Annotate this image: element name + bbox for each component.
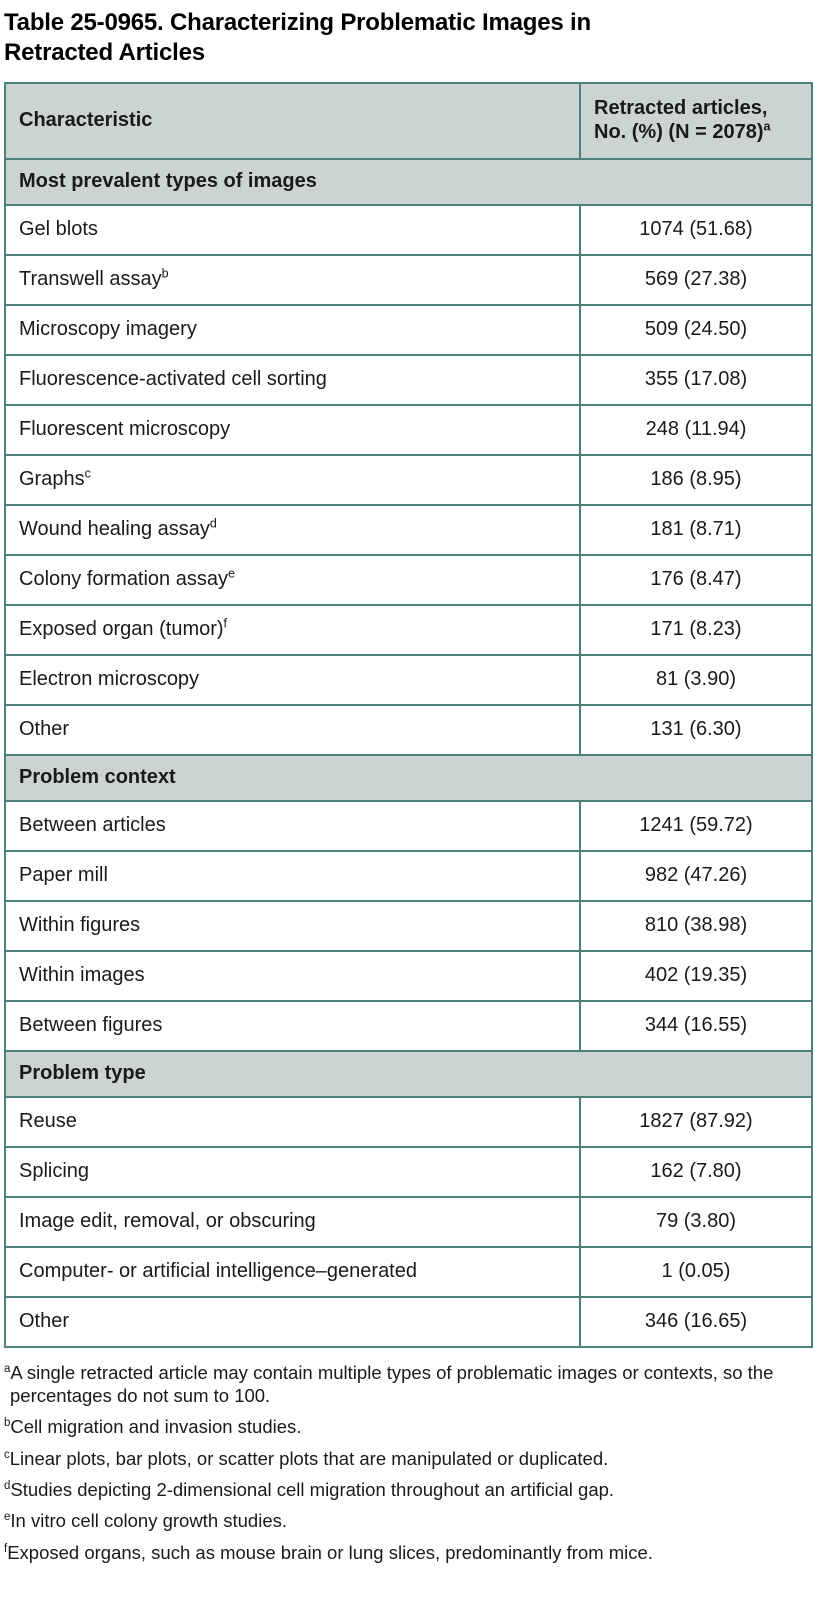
table-row xyxy=(5,305,812,355)
row-label: Colony formation assay$^e$ xyxy=(5,555,580,605)
table-row xyxy=(5,255,812,305)
column-header-line1: Retracted articles, xyxy=(594,96,768,119)
footnote-c: $^c$Linear plots, bar plots, or scatter plots that are manipulated or duplicated. xyxy=(4,1447,609,1469)
footnote-marker-a: a xyxy=(763,119,771,134)
row-label: Reuse xyxy=(5,1097,580,1147)
footnote-marker-f: f xyxy=(223,616,228,631)
row-label: Gel blots xyxy=(5,205,580,255)
footnotes xyxy=(4,1361,811,1564)
footnote-marker-d: d xyxy=(209,516,217,531)
row-value: 1827 (87.92) xyxy=(580,1097,812,1147)
row-value: 346 (16.65) xyxy=(580,1297,812,1347)
section-header-row xyxy=(5,1051,812,1097)
row-label: Within figures xyxy=(5,901,580,951)
row-value: 81 (3.90) xyxy=(580,655,812,705)
footnote-b: $^b$Cell migration and invasion studies. xyxy=(4,1416,302,1438)
table-row xyxy=(5,901,812,951)
footnote-a: $^a$A single retracted article may contain multiple types of problematic images or contexts, so the percentages do not sum to 100. xyxy=(4,1361,774,1407)
table-row xyxy=(5,951,812,1001)
table-row xyxy=(5,455,812,505)
table-row xyxy=(5,555,812,605)
table-row xyxy=(5,801,812,851)
row-label: Electron microscopy xyxy=(5,655,580,705)
section-header-row xyxy=(5,159,812,205)
footnote-letter-a: a xyxy=(4,1362,11,1375)
row-value: 1074 (51.68) xyxy=(580,205,812,255)
row-value: 176 (8.47) xyxy=(580,555,812,605)
row-label: Paper mill xyxy=(5,851,580,901)
row-label: Splicing xyxy=(5,1147,580,1197)
table-row xyxy=(5,1147,812,1197)
row-value: 1241 (59.72) xyxy=(580,801,812,851)
column-header-characteristic: Characteristic xyxy=(5,83,580,159)
footnote-marker-e: e xyxy=(227,566,235,581)
row-value: 344 (16.55) xyxy=(580,1001,812,1051)
footnote-f: $^f$Exposed organs, such as mouse brain or lung slices, predominantly from mice. xyxy=(4,1541,653,1563)
row-label: Fluorescence-activated cell sorting xyxy=(5,355,580,405)
row-value: 248 (11.94) xyxy=(580,405,812,455)
table-row xyxy=(5,1247,812,1297)
table-row xyxy=(5,1001,812,1051)
row-label: Within images xyxy=(5,951,580,1001)
row-label: Between figures xyxy=(5,1001,580,1051)
row-value: 181 (8.71) xyxy=(580,505,812,555)
table-row xyxy=(5,505,812,555)
row-value: 1 (0.05) xyxy=(580,1247,812,1297)
row-label: Microscopy imagery xyxy=(5,305,580,355)
row-value: 131 (6.30) xyxy=(580,705,812,755)
row-label: Wound healing assay$^d$ xyxy=(5,505,580,555)
row-value: 402 (19.35) xyxy=(580,951,812,1001)
table-header-row xyxy=(5,83,812,159)
footnote-marker-b: b xyxy=(161,266,169,281)
table-title: Table 25-0965. Characterizing Problematic Images in Retracted Articles xyxy=(4,9,591,67)
row-value: 982 (47.26) xyxy=(580,851,812,901)
footnote-letter-f: f xyxy=(4,1542,8,1555)
column-header-retracted-articles xyxy=(580,83,812,159)
table-row xyxy=(5,655,812,705)
row-label: Graphs$^c$ xyxy=(5,455,580,505)
table-row xyxy=(5,1097,812,1147)
row-value: 569 (27.38) xyxy=(580,255,812,305)
row-label: Transwell assay$^b$ xyxy=(5,255,580,305)
footnote-letter-d: d xyxy=(4,1479,11,1492)
footnote-d: $^d$Studies depicting 2-dimensional cell migration throughout an artificial gap. xyxy=(4,1478,615,1500)
table-row xyxy=(5,851,812,901)
row-value: 79 (3.80) xyxy=(580,1197,812,1247)
row-label: Fluorescent microscopy xyxy=(5,405,580,455)
row-value: 162 (7.80) xyxy=(580,1147,812,1197)
row-value: 509 (24.50) xyxy=(580,305,812,355)
row-value: 171 (8.23) xyxy=(580,605,812,655)
row-label: Image edit, removal, or obscuring xyxy=(5,1197,580,1247)
row-label: Other xyxy=(5,705,580,755)
footnote-marker-c: c xyxy=(84,466,91,481)
table-row xyxy=(5,1297,812,1347)
table-row xyxy=(5,605,812,655)
table-body xyxy=(5,159,812,1347)
table-row xyxy=(5,205,812,255)
footnote-letter-b: b xyxy=(4,1417,11,1430)
footnote-letter-e: e xyxy=(4,1511,11,1524)
table-row xyxy=(5,405,812,455)
section-header-row xyxy=(5,755,812,801)
data-table xyxy=(4,82,813,1348)
row-label: Other xyxy=(5,1297,580,1347)
footnote-letter-c: c xyxy=(4,1448,10,1461)
row-value: 355 (17.08) xyxy=(580,355,812,405)
table-row xyxy=(5,1197,812,1247)
row-value: 186 (8.95) xyxy=(580,455,812,505)
section-header: Problem type xyxy=(5,1051,812,1097)
row-label: Between articles xyxy=(5,801,580,851)
column-header-line2: No. (%) (N = 2078) xyxy=(594,121,764,144)
row-label: Exposed organ (tumor)$^f$ xyxy=(5,605,580,655)
row-label: Computer- or artificial intelligence–generated xyxy=(5,1247,580,1297)
section-header: Most prevalent types of images xyxy=(5,159,812,205)
row-value: 810 (38.98) xyxy=(580,901,812,951)
table-row xyxy=(5,355,812,405)
footnote-e: $^e$In vitro cell colony growth studies. xyxy=(4,1510,288,1532)
table-row xyxy=(5,705,812,755)
section-header: Problem context xyxy=(5,755,812,801)
